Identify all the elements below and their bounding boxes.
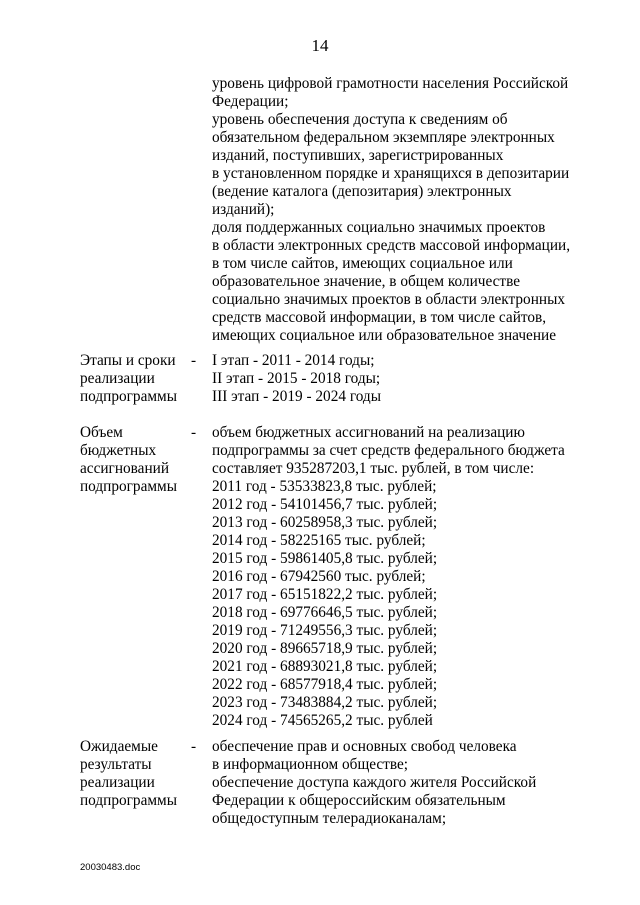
budget-year-line: 2021 год - 68893021,8 тыс. рублей; [212,658,438,675]
text-line: обеспечение доступа каждого жителя Российской [212,774,537,791]
text-line: в информационном обществе; [212,756,409,773]
section-dash: - [191,424,197,441]
section-label-line: Ожидаемые [80,738,158,755]
text-line: изданий); [212,201,275,218]
text-line: имеющих социальное или образовательное значение [212,327,556,344]
text-line: составляет 935287203,1 тыс. рублей, в том числе: [212,460,535,477]
section-label-line: Этапы и сроки [80,352,176,369]
section-dash: - [191,738,197,755]
text-line: Федерации к общероссийским обязательным [212,792,506,809]
section-label-line: ассигнований [80,460,170,477]
text-line: объем бюджетных ассигнований на реализацию [212,424,525,441]
section-label-line: подпрограммы [80,388,178,405]
footer-filename: 20030483.doc [80,862,141,873]
text-line: III этап - 2019 - 2024 годы [212,388,381,405]
budget-year-line: 2015 год - 59861405,8 тыс. рублей; [212,550,438,567]
section-label-line: Объем [80,424,123,441]
budget-year-line: 2012 год - 54101456,7 тыс. рублей; [212,496,438,513]
section-label-line: бюджетных [80,442,157,459]
budget-year-line: 2016 год - 67942560 тыс. рублей; [212,568,426,585]
section-label-line: подпрограммы [80,792,178,809]
text-line: (ведение каталога (депозитария) электронных [212,183,512,200]
budget-year-line: 2022 год - 68577918,4 тыс. рублей; [212,676,438,693]
text-line: в установленном порядке и хранящихся в депозитарии [212,165,570,182]
text-line: Федерации; [212,93,289,110]
text-line: образовательное значение, в общем количестве [212,273,521,290]
budget-year-line: 2020 год - 89665718,9 тыс. рублей; [212,640,438,657]
section-dash: - [191,352,197,369]
section-label-line: результаты [80,756,152,773]
text-line: обеспечение прав и основных свобод человека [212,738,517,755]
budget-year-line: 2011 год - 53533823,8 тыс. рублей; [212,478,437,495]
text-line: общедоступным телерадиоканалам; [212,810,447,827]
text-line: II этап - 2015 - 2018 годы; [212,370,381,387]
text-line: средств массовой информации, в том числе сайтов, [212,309,547,326]
text-line: уровень обеспечения доступа к сведениям об [212,111,508,128]
text-line: социально значимых проектов в области электронных [212,291,566,308]
text-line: изданий, поступивших, зарегистрированных [212,147,504,164]
text-line: подпрограммы за счет средств федерального бюджета [212,442,565,459]
text-line: обязательном федеральном экземпляре электронных [212,129,555,146]
text-line: в том числе сайтов, имеющих социальное или [212,255,513,272]
budget-year-line: 2024 год - 74565265,2 тыс. рублей [212,712,433,729]
budget-year-line: 2019 год - 71249556,3 тыс. рублей; [212,622,438,639]
section-label-line: реализации [80,370,155,387]
budget-year-line: 2023 год - 73483884,2 тыс. рублей; [212,694,438,711]
budget-year-line: 2018 год - 69776646,5 тыс. рублей; [212,604,438,621]
text-line: доля поддержанных социально значимых проектов [212,219,546,236]
budget-year-line: 2013 год - 60258958,3 тыс. рублей; [212,514,438,531]
budget-year-line: 2017 год - 65151822,2 тыс. рублей; [212,586,438,603]
page-number: 14 [311,36,329,55]
text-line: в области электронных средств массовой информации, [212,237,571,254]
budget-year-line: 2014 год - 58225165 тыс. рублей; [212,532,426,549]
text-line: уровень цифровой грамотности населения Российской [212,75,569,92]
text-line: I этап - 2011 - 2014 годы; [212,352,375,369]
section-label-line: реализации [80,774,155,791]
section-label-line: подпрограммы [80,478,178,495]
